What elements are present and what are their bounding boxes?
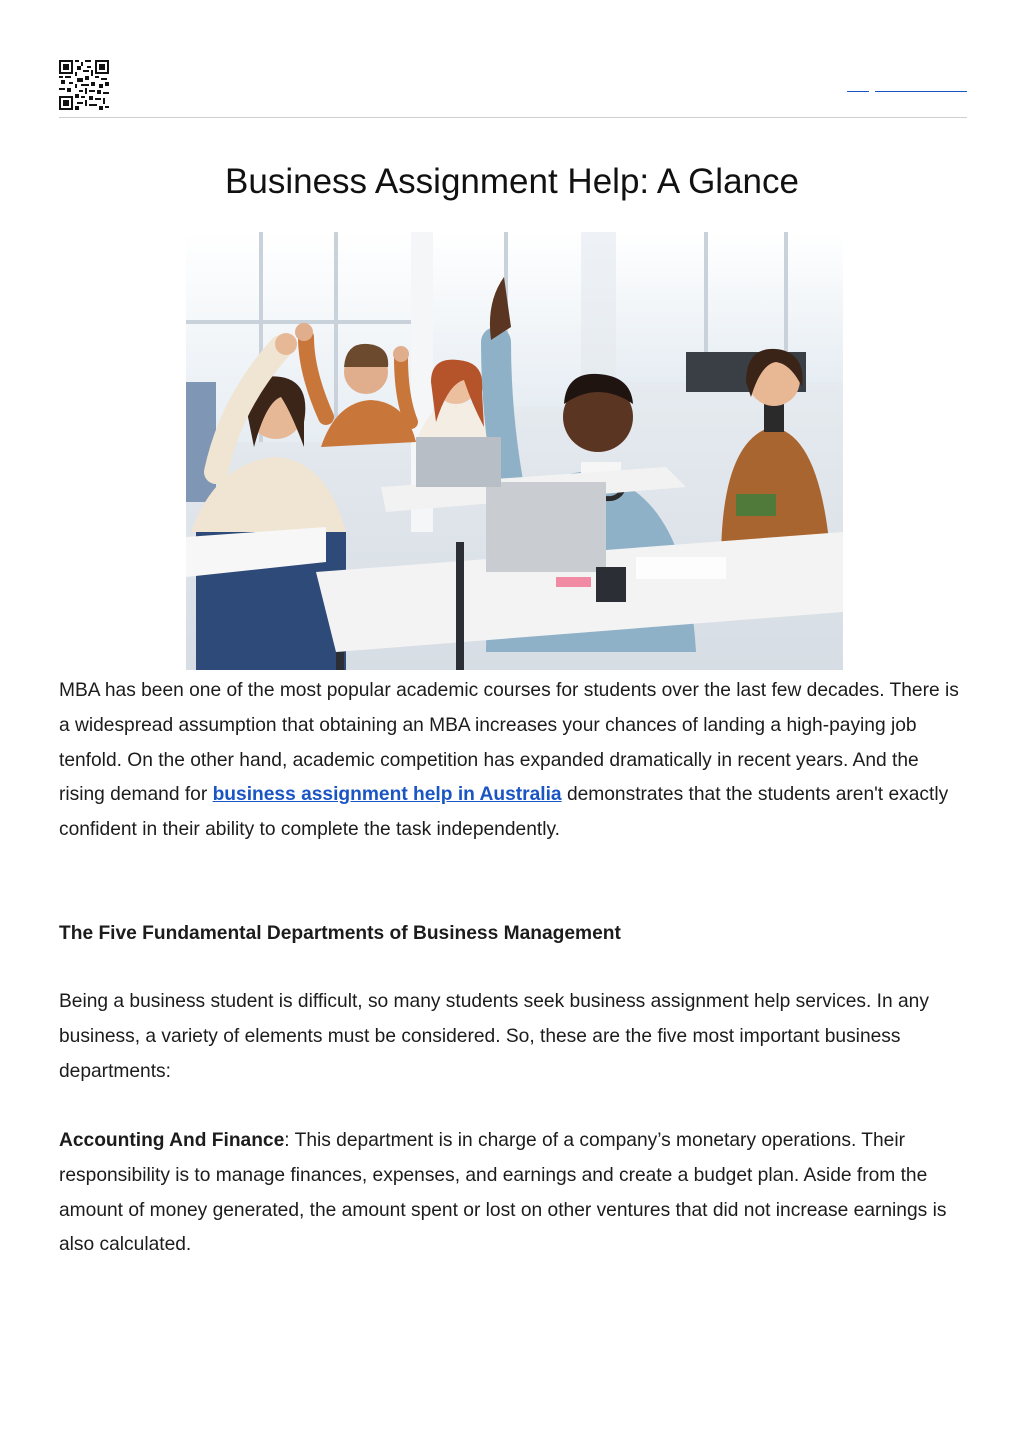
accounting-paragraph — [59, 1124, 969, 1263]
header-link-short[interactable] — [847, 88, 869, 92]
accounting-text: : This department is in charge of a company’s monetary operations. Their responsibility is to manage finances, expenses, and earnings and create a budget plan. Aside from the amount of money generated, the amount spent or lost on other ventures that did not increase earnings is also calculated. — [59, 1130, 947, 1256]
departments-intro-paragraph: Being a business student is difficult, so many students seek business assignment help services. In any business, a variety of elements must be considered. So, these are the five most important business departments: — [59, 991, 929, 1082]
page-header — [59, 60, 967, 118]
header-link-long[interactable] — [875, 88, 967, 92]
classroom-photo — [186, 232, 843, 670]
intro-text-after: demonstrates that the students aren't exactly confident in their ability to complete the task independently. — [59, 784, 949, 841]
section-heading: The Five Fundamental Departments of Business Management — [59, 923, 621, 944]
page-title: Business Assignment Help: A Glance — [225, 162, 799, 201]
hero-image — [186, 232, 843, 670]
qr-code-icon — [59, 60, 109, 110]
intro-text-before: MBA has been one of the most popular academic courses for students over the last few decades. There is a widespread assumption that obtaining an MBA increases your chances of landing a high-paying job tenfold. On the other hand, academic competition has expanded dramatically in recent years. And the rising demand for — [59, 680, 959, 806]
business-assignment-link[interactable]: business assignment help in Australia — [212, 784, 562, 806]
accounting-term: Accounting And Finance — [59, 1130, 285, 1151]
intro-paragraph — [59, 674, 969, 848]
